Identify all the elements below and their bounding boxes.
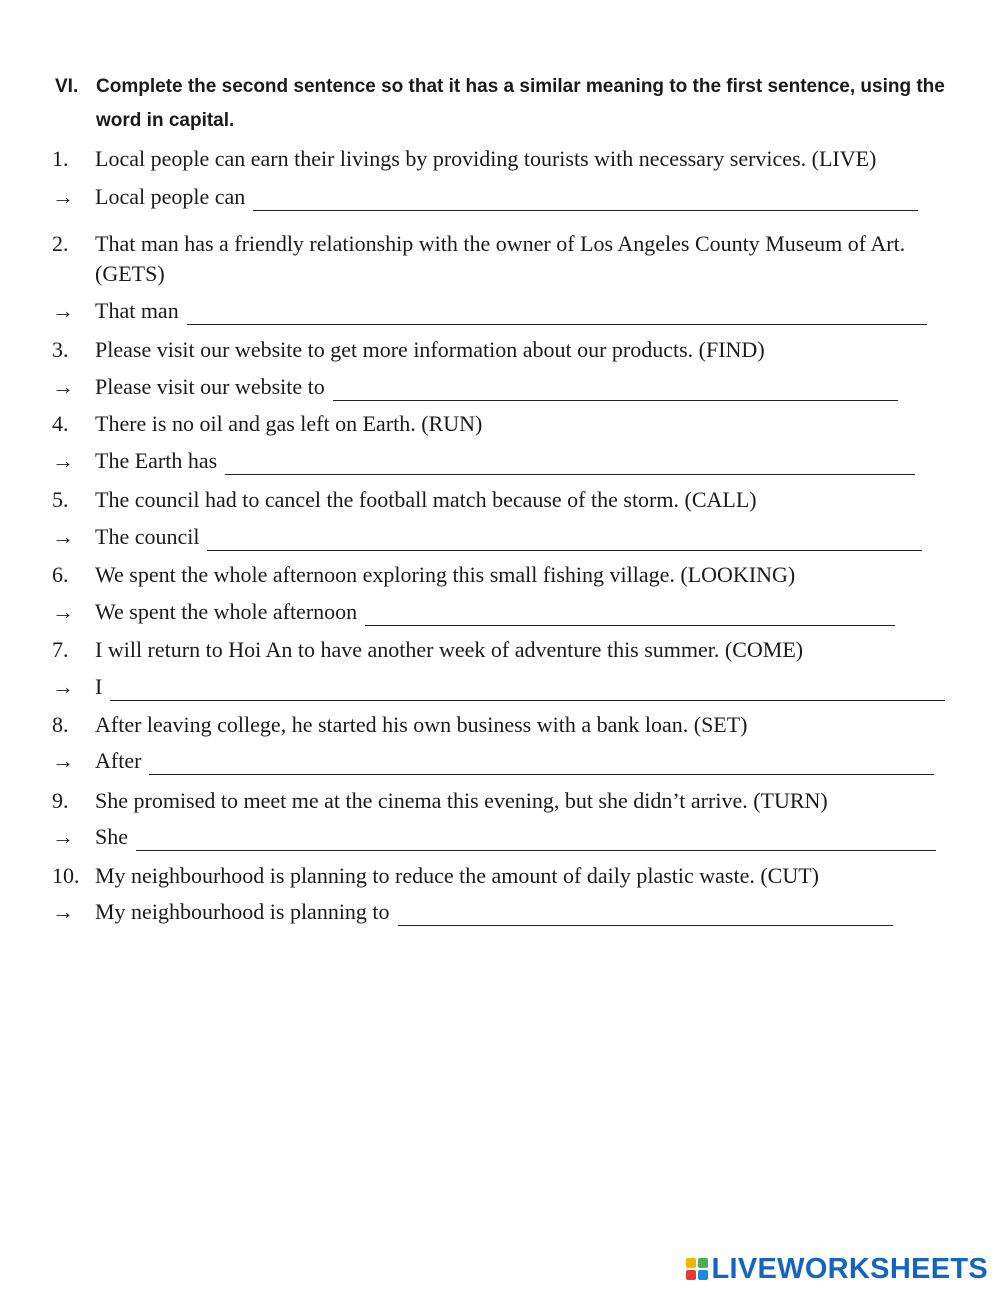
answer-input-5[interactable] [207, 528, 922, 551]
arrow-icon: → [52, 674, 74, 699]
question-sentence: Please visit our website to get more information about our products. (FIND) [95, 337, 765, 362]
arrow-icon: → [52, 374, 74, 399]
question-sentence: Local people can earn their livings by providing tourists with necessary services. (LIVE) [95, 146, 877, 171]
answer-input-6[interactable] [365, 603, 895, 626]
question-sentence: There is no oil and gas left on Earth. (RUN) [95, 411, 483, 436]
instructions-text: Complete the second sentence so that it has a similar meaning to the first sentence, using the word in capital. [96, 76, 945, 131]
answer-prompt: The council [95, 524, 200, 549]
arrow-icon: → [52, 298, 74, 323]
answer-prompt: She [95, 824, 128, 849]
question-sentence: She promised to meet me at the cinema this evening, but she didn’t arrive. (TURN) [95, 788, 828, 813]
question-sentence: That man has a friendly relationship with the owner of Los Angeles County Museum of Art. (GETS) [95, 231, 906, 286]
arrow-icon: → [52, 748, 74, 773]
answer-prompt: That man [95, 298, 179, 323]
answer-prompt: Local people can [95, 184, 246, 209]
answer-input-10[interactable] [398, 903, 893, 926]
question-sentence: I will return to Hoi An to have another week of adventure this summer. (COME) [95, 637, 804, 662]
answer-input-1[interactable] [253, 188, 918, 211]
question-sentence: My neighbourhood is planning to reduce the amount of daily plastic waste. (CUT) [95, 863, 820, 888]
question-number: 8. [52, 712, 69, 737]
arrow-icon: → [52, 824, 74, 849]
question-number: 2. [52, 231, 69, 256]
arrow-icon: → [52, 448, 74, 473]
answer-input-8[interactable] [149, 752, 934, 775]
section-number: VI. [55, 76, 79, 97]
answer-prompt: After [95, 748, 142, 773]
answer-input-3[interactable] [333, 378, 898, 401]
question-number: 5. [52, 487, 69, 512]
instructions [55, 70, 955, 138]
question-sentence: The council had to cancel the football match because of the storm. (CALL) [95, 487, 757, 512]
question-number: 1. [52, 146, 69, 171]
answer-input-2[interactable] [187, 302, 927, 325]
answer-prompt: The Earth has [95, 448, 218, 473]
arrow-icon: → [52, 599, 74, 624]
question-sentence: We spent the whole afternoon exploring this small fishing village. (LOOKING) [95, 562, 796, 587]
question-number: 6. [52, 562, 69, 587]
question-number: 7. [52, 637, 69, 662]
question-number: 9. [52, 788, 69, 813]
answer-prompt: Please visit our website to [95, 374, 325, 399]
answer-prompt: We spent the whole afternoon [95, 599, 358, 624]
answer-prompt: I [95, 674, 103, 699]
arrow-icon: → [52, 184, 74, 209]
answer-input-7[interactable] [110, 678, 945, 701]
question-number: 4. [52, 411, 69, 436]
arrow-icon: → [52, 899, 74, 924]
arrow-icon: → [52, 524, 74, 549]
answer-input-4[interactable] [225, 452, 915, 475]
brand-name: LIVEWORKSHEETS [711, 1252, 988, 1285]
logo-grid-icon [686, 1258, 708, 1280]
question-sentence: After leaving college, he started his own business with a bank loan. (SET) [95, 712, 748, 737]
answer-prompt: My neighbourhood is planning to [95, 899, 390, 924]
answer-input-9[interactable] [136, 828, 936, 851]
liveworksheets-logo[interactable] [686, 1252, 989, 1286]
question-number: 3. [52, 337, 69, 362]
question-number: 10. [52, 863, 80, 888]
